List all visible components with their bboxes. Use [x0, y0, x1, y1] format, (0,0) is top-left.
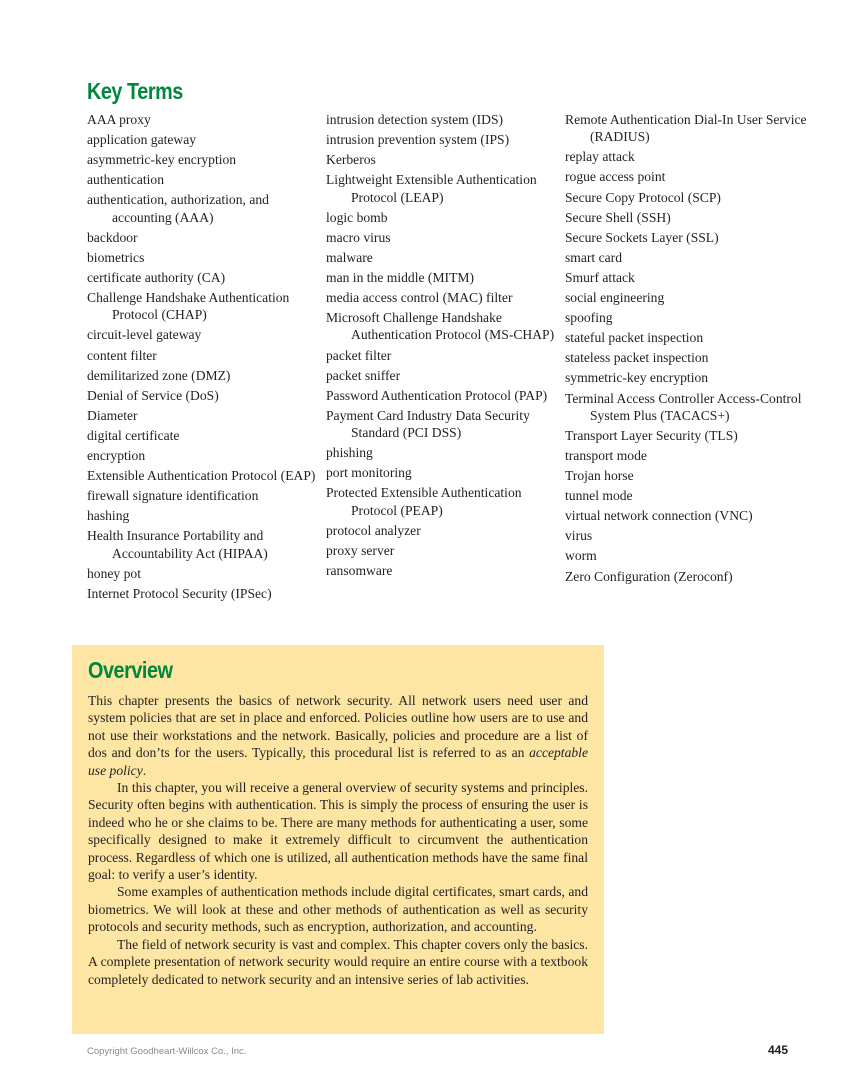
- key-term-item: authentication, authorization, and accounting (AAA): [87, 192, 269, 225]
- key-term-item: stateful packet inspection: [565, 330, 704, 346]
- key-term-item: worm: [565, 548, 597, 564]
- key-terms-column-2: [326, 111, 565, 605]
- key-term-item: Secure Copy Protocol (SCP): [565, 189, 721, 205]
- key-term-item: asymmetric-key encryption: [87, 152, 237, 168]
- key-term-item: Secure Sockets Layer (SSL): [565, 229, 719, 245]
- key-term-item: Terminal Access Controller Access-Control System Plus (TACACS+): [565, 390, 802, 423]
- key-terms-column-1: [87, 111, 326, 605]
- key-term-item: Health Insurance Portability and Accountability Act (HIPAA): [87, 528, 268, 561]
- key-term-item: Payment Card Industry Data Security Standard (PCI DSS): [326, 407, 530, 441]
- key-term-item: spoofing: [565, 310, 613, 326]
- overview-p1-end: .: [142, 762, 147, 778]
- key-term-item: certificate authority (CA): [87, 269, 226, 285]
- key-term-item: intrusion prevention system (IPS): [326, 132, 510, 148]
- key-term-item: Smurf attack: [565, 269, 635, 285]
- key-term-item: proxy server: [326, 542, 395, 558]
- key-term-item: malware: [326, 249, 373, 265]
- key-term-item: Zero Configuration (Zeroconf): [565, 568, 733, 584]
- key-term-item: Secure Shell (SSH): [565, 209, 671, 225]
- key-term-item: rogue access point: [565, 169, 666, 185]
- overview-box: [72, 645, 604, 1034]
- overview-paragraph-2: In this chapter, you will receive a general overview of security systems and principles. Security often begins with authentication. This is simply the process of ensuring the user is indeed who he or she claims to be. There are many methods for authenticating a user, some specifically designed to make it extremely difficult to circumvent the authentication process. Regardless of which one is utilized, all authentication methods have the same final goal: to verify a user’s identity.: [88, 780, 588, 883]
- key-term-item: hashing: [87, 508, 130, 524]
- key-term-item: port monitoring: [326, 465, 412, 481]
- key-term-item: media access control (MAC) filter: [326, 290, 513, 306]
- key-term-item: logic bomb: [326, 209, 388, 225]
- acceptable-use-policy-term: acceptable use policy: [88, 745, 588, 778]
- key-term-item: Lightweight Extensible Authentication Protocol (LEAP): [326, 172, 537, 205]
- key-term-item: Internet Protocol Security (IPSec): [87, 585, 272, 601]
- key-term-item: Remote Authentication Dial-In User Service (RADIUS): [565, 112, 807, 145]
- key-term-item: demilitarized zone (DMZ): [87, 367, 231, 383]
- key-term-item: biometrics: [87, 249, 145, 265]
- key-term-item: authentication: [87, 172, 165, 188]
- overview-p1-text: This chapter presents the basics of network security. All network users need user and system policies that are set in place and enforced. Policies outline how users are to use and not use their workstations and the network. Basically, policies and procedure are a list of dos and don’ts for the users. Typically, this procedural list is referred to as an: [88, 693, 588, 761]
- key-term-item: digital certificate: [87, 427, 180, 443]
- key-term-item: Password Authentication Protocol (PAP): [326, 387, 548, 403]
- key-term-item: Transport Layer Security (TLS): [565, 427, 738, 443]
- key-terms-heading: Key Terms: [87, 78, 183, 104]
- key-term-item: firewall signature identification: [87, 488, 259, 504]
- page-number: 445: [768, 1043, 789, 1057]
- key-terms-list: [87, 111, 807, 605]
- overview-paragraph-4: The field of network security is vast and complex. This chapter covers only the basics. A complete presentation of network security would require an entire course with a textbook completely dedicated to network security and an intensive series of lab activities.: [88, 936, 588, 987]
- key-term-item: Microsoft Challenge Handshake Authentication Protocol (MS-CHAP): [326, 310, 555, 343]
- key-term-item: application gateway: [87, 132, 197, 148]
- key-term-item: intrusion detection system (IDS): [326, 112, 504, 127]
- key-term-item: tunnel mode: [565, 488, 633, 504]
- key-term-item: Kerberos: [326, 152, 376, 168]
- key-term-item: AAA proxy: [87, 112, 151, 127]
- key-term-item: encryption: [87, 448, 146, 463]
- key-term-item: Trojan horse: [565, 468, 634, 484]
- key-term-item: Challenge Handshake Authentication Protocol (CHAP): [87, 290, 290, 323]
- key-term-item: smart card: [565, 249, 622, 265]
- key-term-item: transport mode: [565, 448, 647, 463]
- key-term-item: backdoor: [87, 229, 138, 245]
- key-term-item: content filter: [87, 347, 157, 363]
- key-term-item: phishing: [326, 445, 373, 461]
- key-term-item: symmetric-key encryption: [565, 370, 709, 386]
- key-term-item: Extensible Authentication Protocol (EAP): [87, 468, 316, 484]
- overview-heading: Overview: [88, 657, 173, 683]
- key-term-item: Diameter: [87, 407, 138, 423]
- overview-paragraph-3: Some examples of authentication methods include digital certificates, smart cards, and biometrics. We will look at these and other methods of authentication as well as security protocols and security methods, such as encryption, authorization, and accounting.: [88, 884, 588, 935]
- key-term-item: man in the middle (MITM): [326, 269, 474, 285]
- key-term-item: replay attack: [565, 149, 635, 165]
- key-term-item: circuit-level gateway: [87, 327, 202, 343]
- key-term-item: ransomware: [326, 562, 393, 578]
- key-term-item: Denial of Service (DoS): [87, 387, 219, 403]
- key-term-item: social engineering: [565, 290, 665, 306]
- key-term-item: stateless packet inspection: [565, 350, 709, 366]
- key-term-item: protocol analyzer: [326, 522, 421, 538]
- key-term-item: Protected Extensible Authentication Protocol (PEAP): [326, 485, 522, 518]
- key-term-item: virus: [565, 528, 593, 544]
- key-term-item: macro virus: [326, 229, 391, 245]
- key-term-item: honey pot: [87, 565, 141, 581]
- key-terms-column-3: [565, 111, 807, 605]
- key-term-item: virtual network connection (VNC): [565, 508, 753, 524]
- overview-paragraph-1: [88, 692, 588, 779]
- key-term-item: packet filter: [326, 347, 392, 363]
- key-term-item: packet sniffer: [326, 367, 401, 383]
- copyright-footer: Copyright Goodheart-Willcox Co., Inc.: [87, 1046, 247, 1057]
